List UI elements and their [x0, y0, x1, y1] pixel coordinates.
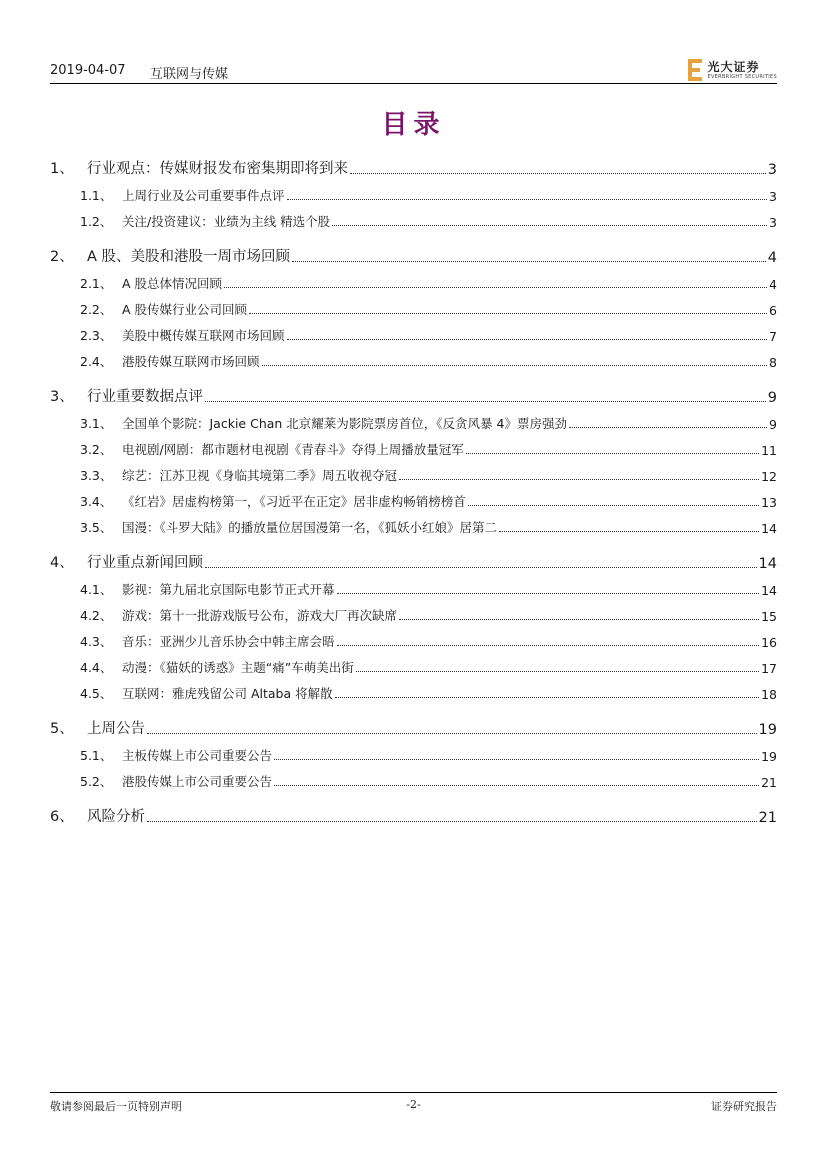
entry-label: 风险分析	[87, 809, 145, 825]
leader-dots	[468, 505, 759, 506]
leader-dots	[147, 733, 757, 734]
entry-page: 4	[769, 277, 777, 292]
entry-label: 互联网：雅虎残留公司 Altaba 将解散	[122, 686, 333, 701]
leader-dots	[287, 199, 768, 200]
toc-subsection-entry[interactable]	[50, 650, 777, 676]
toc-subsection-entry[interactable]	[50, 598, 777, 624]
entry-number: 5.2、	[80, 774, 113, 789]
entry-label: 行业重点新闻回顾	[87, 555, 203, 571]
entry-page: 11	[761, 443, 777, 458]
entry-label: 综艺：江苏卫视《身临其境第二季》周五收视夺冠	[122, 468, 398, 483]
entry-label: 国漫：《斗罗大陆》的播放量位居国漫第一名，《狐妖小红娘》居第二	[122, 520, 498, 535]
entry-number: 4.3、	[80, 634, 113, 649]
entry-label: 美股中概传媒互联网市场回顾	[122, 328, 285, 343]
entry-number: 3.2、	[80, 442, 113, 457]
leader-dots	[287, 339, 768, 340]
entry-page: 12	[761, 469, 777, 484]
toc-section-entry[interactable]	[50, 240, 777, 266]
entry-number: 5.1、	[80, 748, 113, 763]
entry-page: 21	[758, 810, 777, 826]
entry-label: A 股、美股和港股一周市场回顾	[87, 249, 291, 265]
leader-dots	[499, 531, 759, 532]
entry-number: 3、	[50, 389, 74, 405]
toc-subsection-entry[interactable]	[50, 204, 777, 230]
entry-label: 电视剧/网剧：都市题材电视剧《青春斗》夺得上周播放量冠军	[122, 442, 464, 457]
leader-dots	[205, 401, 766, 402]
entry-label: 《红岩》居虚构榜第一，《习近平在正定》居非虚构畅销榜榜首	[122, 494, 466, 509]
entry-label: 影视：第九届北京国际电影节正式开幕	[122, 582, 335, 597]
entry-number: 2.1、	[80, 276, 113, 291]
entry-number: 2.3、	[80, 328, 113, 343]
entry-page: 8	[769, 355, 777, 370]
toc-section-entry[interactable]	[50, 152, 777, 178]
everbright-logo-icon	[688, 59, 704, 81]
toc-title: 目录	[381, 110, 446, 140]
table-of-contents	[50, 152, 777, 826]
entry-page: 19	[761, 749, 777, 764]
leader-dots	[262, 365, 768, 366]
entry-number: 2.2、	[80, 302, 113, 317]
logo-english-text: EVERBRIGHT SECURITIES	[707, 73, 777, 80]
leader-dots	[249, 313, 767, 314]
entry-label: 游戏：第十一批游戏版号公布，游戏大厂再次缺席	[122, 608, 398, 623]
toc-subsection-entry[interactable]	[50, 178, 777, 204]
entry-number: 3.3、	[80, 468, 113, 483]
toc-subsection-entry[interactable]	[50, 406, 777, 432]
entry-number: 4.1、	[80, 582, 113, 597]
toc-subsection-entry[interactable]	[50, 624, 777, 650]
entry-label: 关注/投资建议：业绩为主线 精选个股	[122, 214, 331, 229]
entry-page: 7	[769, 329, 777, 344]
entry-page: 19	[758, 722, 777, 738]
leader-dots	[205, 567, 757, 568]
toc-section-entry[interactable]	[50, 380, 777, 406]
entry-page: 14	[761, 521, 777, 536]
entry-page: 9	[767, 390, 777, 406]
entry-number: 3.4、	[80, 494, 113, 509]
entry-label: 港股传媒互联网市场回顾	[122, 354, 260, 369]
leader-dots	[337, 593, 760, 594]
entry-label: 全国单个影院：Jackie Chan 北京耀莱为影院票房首位，《反贪风暴 4》票房强劲	[122, 416, 567, 431]
entry-number: 1.1、	[80, 188, 113, 203]
entry-number: 4.2、	[80, 608, 113, 623]
leader-dots	[356, 671, 759, 672]
disclaimer-note: 敬请参阅最后一页特别声明	[50, 1100, 182, 1113]
leader-dots	[350, 173, 766, 174]
entry-page: 14	[761, 583, 777, 598]
entry-number: 4、	[50, 555, 74, 571]
leader-dots	[399, 619, 759, 620]
toc-subsection-entry[interactable]	[50, 764, 777, 790]
entry-label: 行业观点：传媒财报发布密集期即将到来	[87, 161, 348, 177]
toc-subsection-entry[interactable]	[50, 318, 777, 344]
toc-subsection-entry[interactable]	[50, 572, 777, 598]
entry-label: A 股总体情况回顾	[122, 276, 223, 291]
entry-page: 3	[769, 189, 777, 204]
page-header	[50, 58, 777, 84]
leader-dots	[399, 479, 759, 480]
entry-page: 13	[761, 495, 777, 510]
toc-subsection-entry[interactable]	[50, 510, 777, 536]
leader-dots	[292, 261, 766, 262]
page-number: -2-	[406, 1098, 421, 1111]
entry-page: 4	[767, 250, 777, 266]
footer-divider	[50, 1092, 777, 1093]
leader-dots	[274, 759, 759, 760]
entry-label: 动漫：《猫妖的诱惑》主题“痛”车萌美出街	[122, 660, 354, 675]
entry-label: 音乐：亚洲少儿音乐协会中韩主席会晤	[122, 634, 335, 649]
entry-label: 行业重要数据点评	[87, 389, 203, 405]
entry-number: 4.5、	[80, 686, 113, 701]
toc-section-entry[interactable]	[50, 712, 777, 738]
entry-page: 6	[769, 303, 777, 318]
entry-label: 上周行业及公司重要事件点评	[122, 188, 285, 203]
industry-name: 互联网与传媒	[150, 67, 229, 82]
entry-page: 18	[761, 687, 777, 702]
toc-subsection-entry[interactable]	[50, 458, 777, 484]
entry-number: 1.2、	[80, 214, 113, 229]
entry-page: 14	[758, 556, 777, 572]
toc-section-entry[interactable]	[50, 800, 777, 826]
toc-section-entry[interactable]	[50, 546, 777, 572]
toc-subsection-entry[interactable]	[50, 484, 777, 510]
logo-chinese-text: 光大证券	[707, 59, 760, 74]
toc-subsection-entry[interactable]	[50, 292, 777, 318]
entry-page: 3	[767, 162, 777, 178]
header-divider	[50, 83, 777, 84]
entry-label: 上周公告	[87, 721, 145, 737]
leader-dots	[335, 697, 759, 698]
entry-number: 1、	[50, 161, 74, 177]
entry-number: 4.4、	[80, 660, 113, 675]
toc-subsection-entry[interactable]	[50, 344, 777, 370]
entry-number: 2、	[50, 249, 74, 265]
entry-number: 6、	[50, 809, 74, 825]
leader-dots	[569, 427, 767, 428]
entry-page: 17	[761, 661, 777, 676]
toc-subsection-entry[interactable]	[50, 676, 777, 702]
leader-dots	[274, 785, 759, 786]
entry-label: 主板传媒上市公司重要公告	[122, 748, 273, 763]
toc-subsection-entry[interactable]	[50, 432, 777, 458]
entry-label: A 股传媒行业公司回顾	[122, 302, 248, 317]
report-date: 2019-04-07	[50, 63, 126, 78]
entry-page: 9	[769, 417, 777, 432]
leader-dots	[337, 645, 760, 646]
entry-number: 5、	[50, 721, 74, 737]
leader-dots	[332, 225, 767, 226]
report-type: 证券研究报告	[711, 1100, 777, 1113]
entry-number: 3.1、	[80, 416, 113, 431]
company-logo	[688, 58, 777, 82]
toc-subsection-entry[interactable]	[50, 266, 777, 292]
leader-dots	[224, 287, 767, 288]
entry-number: 3.5、	[80, 520, 113, 535]
toc-subsection-entry[interactable]	[50, 738, 777, 764]
entry-page: 16	[761, 635, 777, 650]
entry-page: 15	[761, 609, 777, 624]
entry-page: 21	[761, 775, 777, 790]
entry-number: 2.4、	[80, 354, 113, 369]
entry-label: 港股传媒上市公司重要公告	[122, 774, 273, 789]
leader-dots	[466, 453, 759, 454]
leader-dots	[147, 821, 757, 822]
entry-page: 3	[769, 215, 777, 230]
